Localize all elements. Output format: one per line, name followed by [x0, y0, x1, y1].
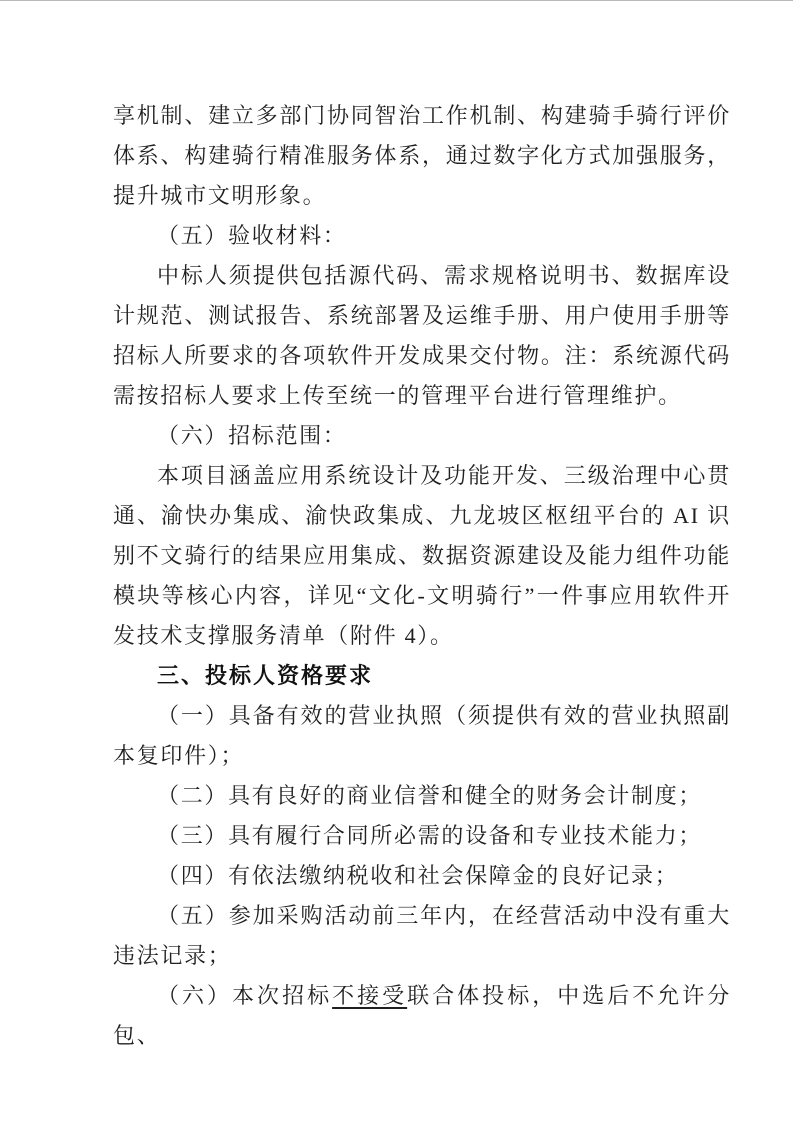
paragraph-qualification-item-3: （三）具有履行合同所必需的设备和专业技术能力；	[157, 823, 703, 848]
paragraph-qualification-item-1: （一）具备有效的营业执照（须提供有效的营业执照副本复印件）；	[113, 703, 731, 768]
paragraph-acceptance-materials-label: （五）验收材料：	[157, 223, 347, 248]
section-heading-bidder-qualifications: 三、投标人资格要求	[157, 663, 374, 688]
paragraph-qualification-item-4: （四）有依法缴纳税收和社会保障金的良好记录；	[157, 863, 679, 888]
paragraph-bidding-scope-body: 本项目涵盖应用系统设计及功能开发、三级治理中心贯通、渝快办集成、渝快政集成、九龙坡区枢纽平台的 AI 识别不文骑行的结果应用集成、数据资源建设及能力组件功能模块等核心内容，详见“文化-文明骑行”一件事应用软件开发技术支撑服务清单（附件 4）。	[113, 463, 731, 648]
document-body	[113, 96, 731, 1056]
paragraph-qualification-item-2: （二）具有良好的商业信誉和健全的财务会计制度；	[157, 783, 703, 808]
paragraph-qualification-item-6	[113, 976, 731, 1056]
paragraph-qualification-item-5: （五）参加采购活动前三年内，在经营活动中没有重大违法记录；	[113, 903, 731, 968]
item6-prefix: （六）本次招标	[157, 983, 333, 1008]
paragraph-bidding-scope-label: （六）招标范围：	[157, 423, 347, 448]
paragraph-continuation: 享机制、建立多部门协同智治工作机制、构建骑手骑行评价体系、构建骑行精准服务体系，通过数字化方式加强服务，提升城市文明形象。	[113, 103, 731, 208]
item6-underlined-text: 不接受	[332, 983, 408, 1008]
item6-suffix: 联合体投标，中选后不允许分包、	[113, 983, 731, 1048]
paragraph-acceptance-materials-body: 中标人须提供包括源代码、需求规格说明书、数据库设计规范、测试报告、系统部署及运维手册、用户使用手册等招标人所要求的各项软件开发成果交付物。注：系统源代码需按招标人要求上传至统一的管理平台进行管理维护。	[113, 263, 731, 408]
